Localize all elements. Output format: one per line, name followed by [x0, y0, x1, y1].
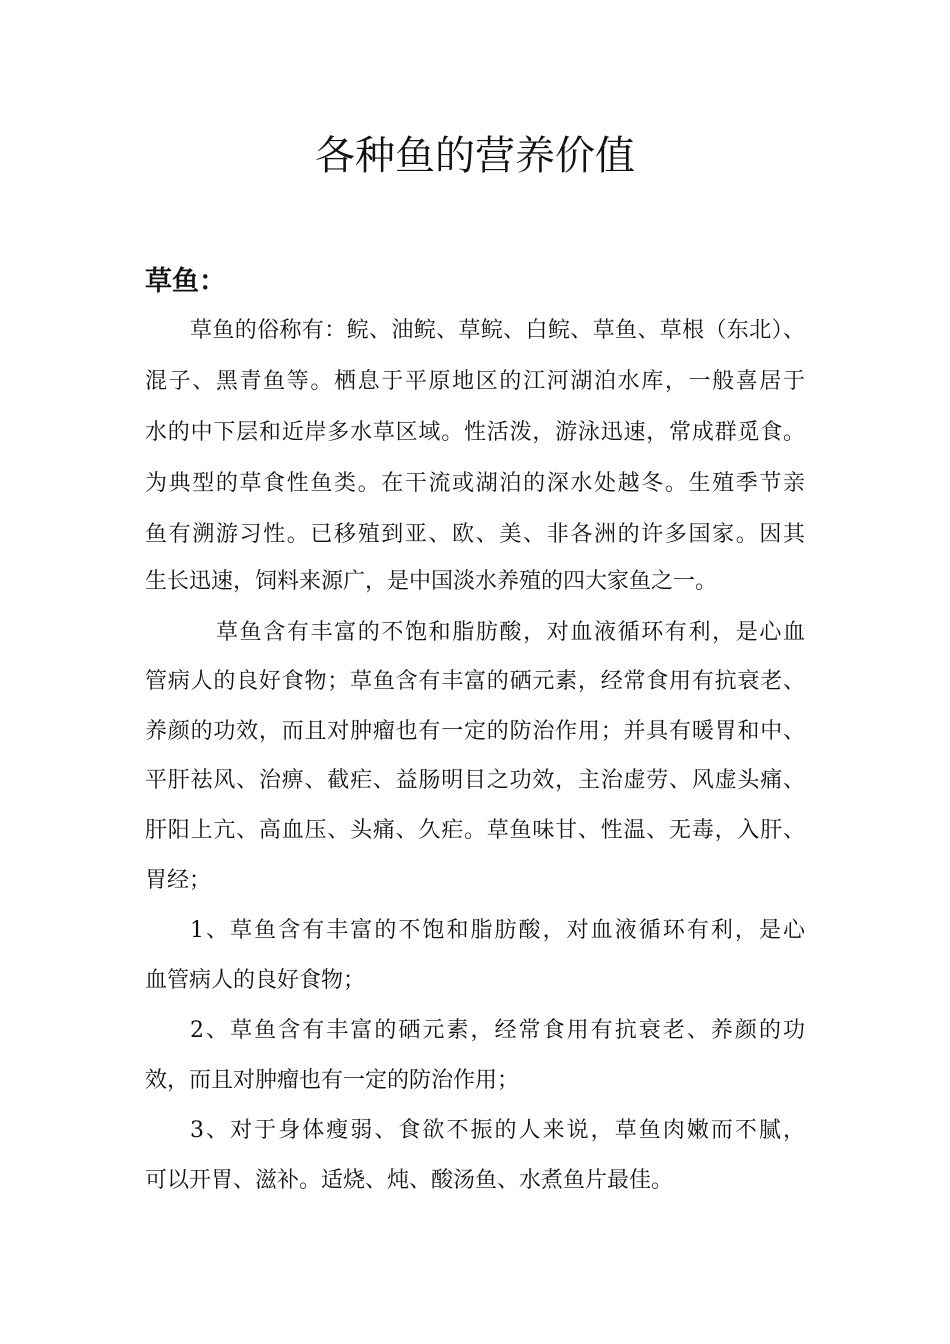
- list-item-line: 可以开胃、滋补。适烧、炖、酸汤鱼、水煮鱼片最佳。: [145, 1168, 674, 1193]
- paragraph-line: 管病人的良好食物；草鱼含有丰富的硒元素，经常食用有抗衰老、: [145, 669, 805, 694]
- paragraph-line: 养颜的功效，而且对肿瘤也有一定的防治作用；并具有暖胃和中、: [145, 719, 805, 744]
- paragraph-line: 胃经；: [145, 868, 212, 893]
- list-item-line: 血管病人的良好食物；: [145, 968, 366, 993]
- paragraph-line: 生长迅速，饲料来源广，是中国淡水养殖的四大家鱼之一。: [145, 569, 718, 594]
- list-item-line: 1、草鱼含有丰富的不饱和脂肪酸，对血液循环有利，是心: [190, 918, 805, 943]
- list-item-line: 效，而且对肿瘤也有一定的防治作用；: [145, 1068, 520, 1093]
- document-title: 各种鱼的营养价值: [315, 133, 635, 179]
- paragraph-line: 草鱼的俗称有：鲩、油鲩、草鲩、白鲩、草鱼、草根（东北）、: [190, 318, 805, 343]
- paragraph-line: 肝阳上亢、高血压、头痛、久疟。草鱼味甘、性温、无毒，入肝、: [145, 818, 805, 843]
- paragraph-line: 鱼有溯游习性。已移殖到亚、欧、美、非各洲的许多国家。因其: [145, 522, 805, 547]
- paragraph-line: 混子、黑青鱼等。栖息于平原地区的江河湖泊水库，一般喜居于: [145, 369, 805, 394]
- paragraph-line: 为典型的草食性鱼类。在干流或湖泊的深水处越冬。生殖季节亲: [145, 471, 805, 496]
- list-item-line: 2、草鱼含有丰富的硒元素，经常食用有抗衰老、养颜的功: [190, 1018, 805, 1043]
- paragraph-line: 草鱼含有丰富的不饱和脂肪酸，对血液循环有利，是心血: [216, 620, 805, 645]
- list-item-line: 3、对于身体瘦弱、食欲不振的人来说，草鱼肉嫩而不腻，: [190, 1118, 805, 1143]
- paragraph-line: 水的中下层和近岸多水草区域。性活泼，游泳迅速，常成群觅食。: [145, 420, 805, 445]
- section-heading: 草鱼：: [145, 266, 226, 297]
- paragraph-line: 平肝祛风、治痹、截疟、益肠明目之功效，主治虚劳、风虚头痛、: [145, 768, 805, 793]
